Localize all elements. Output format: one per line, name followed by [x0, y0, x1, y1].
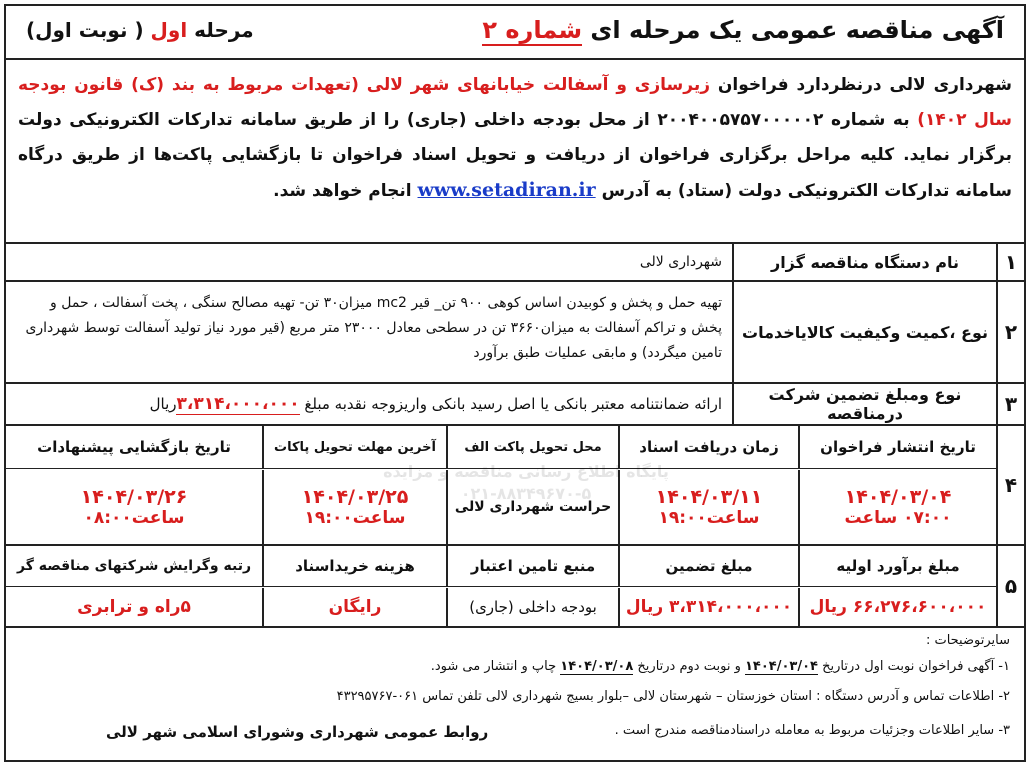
intro-paragraph: شهرداری لالی درنظردارد فراخوان زیرسازی و آسفالت خیابانهای شهر لالی (تعهدات مربوط به بند (ک) قانون بودجه سال ۱۴۰۲) به شماره ۲۰۰۴۰۰۵۷۵۷۰۰۰۰۰۲ از محل بودجه داخلی (جاری) را از طریق سامانه تدارکات الکترونیکی دولت برگزار نماید. کلیه مراحل برگزاری فراخوان از دریافت و تحویل اسناد فراخوان تا بازگشایی پاکت‌ها از طریق درگاه سامانه تدارکات الکترونیکی دولت (ستاد) به آدرس www.setadiran.ir انجام خواهد شد.	[6, 58, 1024, 244]
notes-title: سایرتوضیحات :	[925, 633, 1010, 648]
footer-notes	[6, 631, 1024, 760]
note-2: ۲- اطلاعات تماس و آدرس دستگاه : استان خوزستان – شهرستان لالی –بلوار بسیج شهرداری لالی تلفن تماس ۰۶۱-۴۳۲۹۵۷۶۷	[336, 689, 1010, 704]
divider	[6, 468, 996, 469]
head-estimate: مبلغ برآورد اولیه	[798, 546, 996, 586]
row-value-guarantee: ارائه ضمانتنامه معتبر بانکی یا اصل رسید بانکی واریزوجه نقدبه مبلغ ۳،۳۱۴،۰۰۰،۰۰۰ریال	[149, 394, 722, 414]
stage-word: اول	[150, 18, 188, 42]
guarantee-amount-cell: ۳،۳۱۴،۰۰۰،۰۰۰ ریال	[618, 588, 798, 626]
head-submission-deadline: آخرین مهلت تحویل پاکات	[262, 426, 446, 468]
guarantee-amount: ۳،۳۱۴،۰۰۰،۰۰۰	[176, 394, 300, 414]
contractor-rank-cell: ۵راه و ترابری	[77, 597, 191, 617]
head-receive-docs: زمان دریافت اسناد	[618, 426, 798, 468]
head-envelope-place: محل تحویل پاکت الف	[446, 426, 618, 468]
notice-stage: مرحله اول ( نوبت اول)	[26, 18, 254, 42]
note-3: ۳- سایر اطلاعات وجزئیات مربوط به معامله دراسنادمناقصه مندرج است .	[614, 723, 1010, 738]
row-value-organizer: شهرداری لالی	[639, 254, 722, 270]
head-guarantee-amount: مبلغ تضمین	[618, 546, 798, 586]
row-label-scope: نوع ،کمیت وکیفیت کالاياخدمات	[732, 282, 996, 382]
publish-date-cell: ۱۴۰۴/۰۳/۰۴ ۰۷:۰۰ ساعت	[798, 470, 996, 544]
submission-deadline-cell: ۱۴۰۴/۰۳/۲۵ ساعت۱۹:۰۰	[262, 470, 446, 544]
funding-source-cell: بودجه داخلی (جاری)	[446, 588, 618, 626]
setadiran-link[interactable]: www.setadiran.ir	[417, 179, 596, 201]
note-1: ۱- آگهی فراخوان نوبت اول درتاریخ ۱۴۰۴/۰۳/۰۴ و نوبت دوم درتاریخ ۱۴۰۴/۰۳/۰۸ چاپ و انتشار می شود.	[430, 659, 1010, 674]
notice-header	[6, 6, 1024, 60]
row-number-5: ۵	[996, 546, 1024, 626]
divider	[6, 586, 996, 587]
notice-title: آگهی مناقصه عمومی یک مرحله ای شماره ۲	[482, 16, 1004, 44]
head-opening-date: تاریخ بازگشایی پیشنهادات	[37, 438, 231, 456]
head-doc-cost: هزینه خریداسناد	[262, 546, 446, 586]
watermark: پایگاه اطلاع رسانی مناقصه و مزایده ۰۲۱-۸۸۳۴۹۶۷۰-۵	[383, 462, 669, 503]
divider	[6, 626, 1024, 628]
row-value-scope: تهیه حمل و پخش و کوبیدن اساس کوهی ۹۰۰ تن_ قیر mc2 میزان۳۰ تن- تهیه مصالح سنگی ، پخت آسفالت ، حمل و پخش و تراکم آسفالت به میزان۳۶۶۰ تن در سطحی معادل ۲۳۰۰۰ متر مربع (قیر مورد نیاز تولید آسفالت توسط شهرداری تامین میگردد) و مابقی عملیات طبق برآورد	[25, 295, 722, 361]
row-number-1: ۱	[996, 244, 1024, 280]
tender-notice	[4, 4, 1026, 762]
doc-cost-cell: رایگان	[262, 588, 446, 626]
receive-docs-cell: ۱۴۰۴/۰۳/۱۱ ساعت۱۹:۰۰	[618, 470, 798, 544]
row-number-2: ۲	[996, 282, 1024, 382]
head-funding-source: منبع تامین اعتبار	[446, 546, 618, 586]
opening-date-cell: ۱۴۰۴/۰۳/۲۶ ساعت۰۸:۰۰	[80, 486, 188, 528]
row-label-guarantee: نوع ومبلغ تضمین شرکت درمناقصه	[732, 384, 996, 424]
envelope-place-cell: حراست شهرداری لالی	[446, 470, 618, 544]
estimate-cell: ۶۶،۲۷۶،۶۰۰،۰۰۰ ریال	[798, 588, 996, 626]
row-number-4: ۴	[996, 426, 1024, 544]
row-label-organizer: نام دستگاه مناقصه گزار	[732, 244, 996, 280]
signature: روابط عمومی شهرداری وشورای اسلامی شهر لالی	[106, 723, 489, 741]
project-title: زیرسازی و آسفالت خیابانهای شهر لالی (تعهدات مربوط به بند (ک) قانون بودجه سال ۱۴۰۲)	[18, 75, 1012, 130]
head-publish-date: تاریخ انتشار فراخوان	[798, 426, 996, 468]
notice-number: شماره ۲	[482, 16, 583, 44]
row-number-3: ۳	[996, 384, 1024, 424]
head-contractor-rank: رتبه وگرایش شرکتهای مناقصه گر	[16, 558, 252, 574]
